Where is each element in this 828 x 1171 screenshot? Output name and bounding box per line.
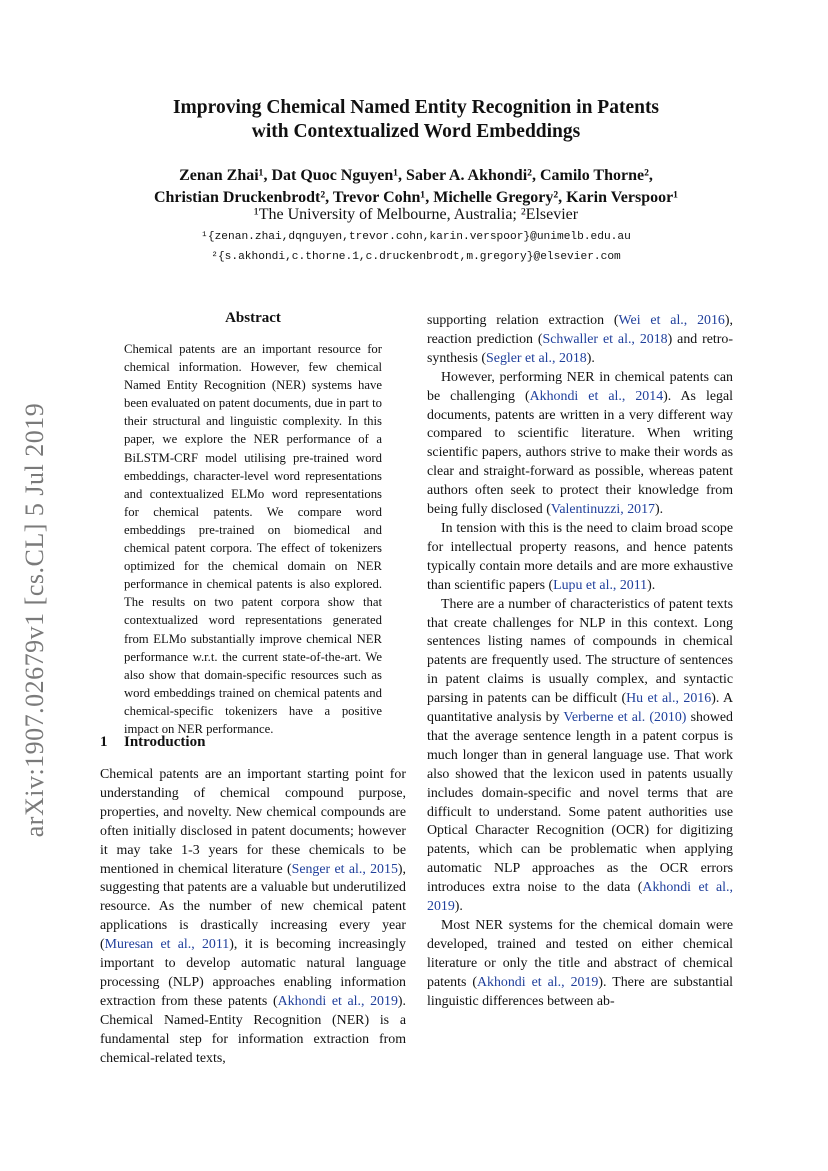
text-run: ). (454, 899, 463, 915)
citation-link[interactable]: Muresan et al., 2011 (104, 937, 230, 953)
citation-link[interactable]: Valentinuzzi, 2017 (550, 502, 655, 518)
paragraph (427, 312, 733, 369)
text-run: However, performing NER in chemical patents can be challenging ( (427, 369, 733, 404)
text-run: ). There are substantial linguistic differences between ab- (427, 974, 734, 1009)
affiliations: ¹The University of Melbourne, Australia; ²Elsevier (253, 206, 579, 223)
text-run: ). Chemical Named-Entity Recognition (NER) is a fundamental step for information extraction from chemical-related texts, (100, 993, 406, 1066)
email-line-1: ¹{zenan.zhai,dqnguyen,trevor.cohn,karin.verspoor}@unimelb.edu.au (201, 231, 631, 243)
arxiv-identifier: arXiv:1907.02679v1 [cs.CL] 5 Jul 2019 (20, 402, 49, 838)
section-heading-introduction (100, 734, 205, 751)
email-block (100, 227, 732, 267)
section-number: 1 (100, 734, 108, 750)
text-run: ). (655, 502, 664, 518)
author-list (100, 165, 732, 209)
text-run: ) and retro-synthesis ( (427, 331, 733, 366)
citation-link[interactable]: Schwaller et al., 2018 (542, 331, 668, 347)
abstract-text: Chemical patents are an important resource for chemical information. However, few chemical Named Entity Recognition (NER) systems have been evaluated on patent documents, due in part to their structural and linguistic complexity. In this paper, we explore the NER performance of a BiLSTM-CRF model utilising pre-trained word embeddings, character-level word representations and contextualized ELMo word representations for chemical patents. We compare word embeddings pre-trained on biomedical and chemical patent corpora. The effect of tokenizers optimized for the chemical domain on NER performance in chemical patents is also explored. The results on two patent corpora show that contextualized word representations generated from ELMo substantially improve chemical NER performance w.r.t. the current state-of-the-art. We also show that domain-specific resources such as word embeddings trained on chemical patents and chemical-specific tokenizers have a positive impact on NER performance. (124, 342, 382, 736)
paragraph (427, 520, 733, 596)
citation-link[interactable]: Akhondi et al., 2019 (277, 993, 398, 1009)
citation-link[interactable]: Akhondi et al., 2019 (476, 974, 599, 990)
arxiv-sidebar (20, 380, 60, 860)
citation-link[interactable]: Segler et al., 2018 (486, 350, 587, 366)
authors-line-1: Zenan Zhai¹, Dat Quoc Nguyen¹, Saber A. Akhondi², Camilo Thorne², (179, 167, 653, 184)
text-run: There are a number of characteristics of patent texts that create challenges for NLP in this context. Long sentences listing names of compounds in chemical patents are frequently used. The structure of sentences in patent claims is usually complex, and syntactic parsing in patents can be difficult ( (427, 596, 733, 707)
title-line-2: with Contextualized Word Embeddings (251, 121, 581, 142)
email-line-2: ²{s.akhondi,c.thorne.1,c.druckenbrodt,m.gregory}@elsevier.com (211, 251, 621, 263)
text-run: ). (647, 577, 656, 593)
text-run: ), reaction prediction ( (427, 313, 733, 347)
right-column (427, 312, 733, 1012)
title-line-1: Improving Chemical Named Entity Recognition in Patents (172, 97, 660, 118)
abstract-heading: Abstract (225, 310, 281, 326)
citation-link[interactable]: Hu et al., 2016 (626, 691, 712, 707)
paragraph (427, 369, 733, 520)
text-run: ). A quantitative analysis by (427, 691, 733, 726)
text-run: supporting relation extraction ( (427, 313, 619, 328)
citation-link[interactable]: Wei et al., 2016 (618, 313, 725, 328)
citation-link[interactable]: Lupu et al., 2011 (553, 577, 648, 593)
paragraph (427, 596, 733, 917)
text-run: ), it is becoming increasingly important to develop automatic natural language processing (NLP) approaches enabling information extraction from these patents ( (100, 937, 406, 1009)
citation-link[interactable]: Senger et al., 2015 (291, 861, 398, 877)
paragraph (427, 917, 733, 1012)
text-run: Most NER systems for the chemical domain were developed, trained and tested on either chemical literature or only the title and abstract of chemical patents ( (427, 918, 733, 990)
text-run: ), suggesting that patents are a valuable but underutilized resource. As the number of new chemical patent applications is drastically increasing every year ( (100, 861, 406, 953)
citation-link[interactable]: Akhondi et al., 2014 (529, 388, 664, 404)
text-run: ). As legal documents, patents are written in a very different way compared to scientific literature. When writing scientific papers, authors strive to make their words as clear and straight-forward as possible, whereas patent authors often seek to protect their knowledge from being fully disclosed ( (427, 388, 734, 518)
section-title: Introduction (124, 734, 206, 750)
paragraph (100, 766, 406, 1069)
text-run: In tension with this is the need to claim broad scope for intellectual property reasons, and hence patents typically contain more details and are more exhaustive than scientific papers ( (427, 520, 733, 593)
citation-link[interactable]: Verberne et al. (2010) (563, 710, 687, 726)
text-run: showed that the average sentence length in a patent corpus is much longer than in general language use. That work also showed that the lexicon used in patents usually includes domain-specific and novel terms that are difficult to understand. Some patent authorities use Optical Character Recognition (OCR) for digitizing patents, which can be problematic when applying automatic NLP approaches as the OCR errors introduces extra noise to the data ( (427, 710, 734, 896)
citation-link[interactable]: Akhondi et al., 2019 (427, 880, 733, 915)
paper-title (100, 96, 732, 144)
authors-line-2: Christian Druckenbrodt², Trevor Cohn¹, Michelle Gregory², Karin Verspoor¹ (153, 189, 679, 206)
introduction-left-column (100, 766, 406, 1069)
text-run: ). (586, 350, 595, 366)
text-run: Chemical patents are an important starting point for understanding of chemical compound purpose, properties, and novelty. New chemical compounds are often initially disclosed in patent documents; however it may take 1-3 years for these chemicals to be mentioned in chemical literature ( (100, 767, 406, 877)
